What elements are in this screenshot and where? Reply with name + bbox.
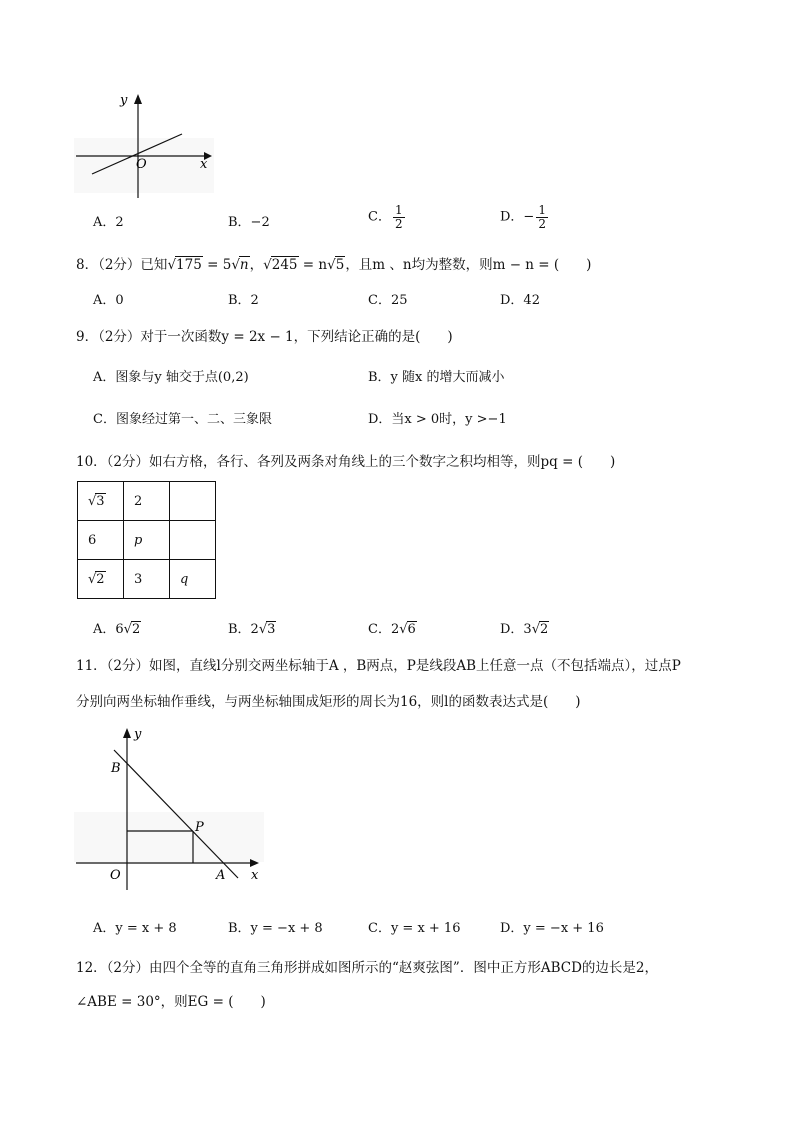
q9-option-a: A．图象与y 轴交于点(0,2)	[93, 370, 249, 385]
radicand: 2	[131, 622, 141, 637]
q8-prefix: 8．（2分）已知	[76, 257, 168, 273]
radicand: 5	[335, 257, 345, 273]
q10-option-b	[228, 618, 276, 637]
grid-cell: 2	[124, 482, 170, 521]
y-axis-label: y	[120, 93, 128, 108]
q8-option-b: B．2	[228, 293, 259, 308]
q11-option-a: A．y = x + 8	[93, 921, 177, 936]
q7-option-c-prefix: C．	[368, 209, 391, 225]
q8-option-d: D．42	[500, 293, 540, 308]
question-9-stem: 9．（2分）对于一次函数y = 2x − 1，下列结论正确的是( )	[76, 329, 453, 345]
denominator: 2	[394, 216, 403, 231]
q11-option-d: D．y = −x + 16	[500, 921, 604, 936]
grid-cell: q	[170, 560, 216, 599]
sqrt-175: √175	[167, 257, 202, 273]
grid-row	[78, 482, 216, 521]
q7-option-c-fraction	[393, 204, 405, 230]
question-12-line-1: 12．（2分）由四个全等的直角三角形拼成如图所示的“赵爽弦图”．图中正方形ABCD的边长是2，	[76, 960, 658, 976]
origin-label: O	[136, 157, 147, 172]
q11-option-c: C．y = x + 16	[368, 921, 461, 936]
q10-option-c	[368, 618, 417, 637]
q7-option-b: B．−2	[228, 215, 270, 230]
point-p-label: P	[195, 820, 204, 835]
q8-eq2: = n	[298, 257, 328, 273]
q7-option-a: A．2	[93, 215, 124, 230]
q9-option-d: D．当x > 0时，y >−1	[368, 412, 507, 427]
coefficient: D．3	[500, 622, 532, 637]
radicand: 3	[267, 622, 276, 637]
radicand: 2	[540, 622, 549, 637]
numerator: 1	[538, 203, 546, 217]
q8-eq1: = 5	[202, 257, 232, 273]
q9-option-c: C．图象经过第一、二、三象限	[93, 412, 272, 427]
question-12-line-2: ∠ABE = 30°，则EG = ( )	[76, 994, 266, 1010]
q10-option-a	[93, 618, 141, 637]
grid-cell	[170, 482, 216, 521]
numerator: 1	[394, 203, 403, 217]
q7-option-d-fraction	[536, 204, 548, 230]
radicand: 245	[271, 257, 298, 273]
grid-cell: p	[124, 521, 170, 560]
point-b-label: B	[111, 761, 121, 776]
sqrt-3: √3	[88, 493, 105, 509]
sqrt-n: √n	[231, 257, 249, 273]
sqrt-2: √2	[88, 571, 105, 587]
q10-option-d	[500, 618, 549, 637]
magic-square-grid	[77, 481, 216, 599]
grid-cell	[170, 521, 216, 560]
grid-cell	[78, 482, 124, 521]
coefficient: B．2	[228, 622, 259, 637]
sqrt-5: √5	[327, 257, 345, 273]
question-11-line-1: 11．（2分）如图，直线l分别交两坐标轴于A ，B两点，P是线段AB上任意一点（不包括端点），过点P	[76, 658, 681, 674]
q7-option-c	[368, 204, 407, 230]
y-axis-arrow	[123, 728, 131, 738]
x-axis-label: x	[251, 868, 259, 883]
sqrt: √2	[531, 622, 549, 637]
grid-row	[78, 560, 216, 599]
point-a-label: A	[216, 868, 226, 883]
radicand: 3	[96, 493, 105, 509]
sqrt-245: √245	[263, 257, 298, 273]
radicand: 6	[407, 622, 416, 637]
q8-option-c: C．25	[368, 293, 408, 308]
radicand: 2	[96, 571, 105, 587]
q8-option-a: A．0	[93, 293, 124, 308]
coefficient: A．6	[93, 622, 124, 637]
grid-row	[78, 521, 216, 560]
y-axis-arrow	[134, 94, 142, 104]
q8-sep: ，	[249, 257, 264, 273]
question-10-stem: 10．（2分）如右方格，各行、各列及两条对角线上的三个数字之积均相等，则pq = ( )	[76, 454, 616, 470]
grid-cell: 3	[124, 560, 170, 599]
sqrt: √6	[399, 622, 416, 637]
sqrt: √2	[123, 622, 141, 637]
grid-cell: 6	[78, 521, 124, 560]
q8-suffix: ，且m 、n均为整数，则m − n = ( )	[345, 257, 592, 273]
denominator: 2	[538, 216, 546, 231]
x-axis-label: x	[200, 157, 208, 172]
q9-option-b: B．y 随x 的增大而减小	[368, 370, 505, 385]
y-axis-label: y	[134, 727, 142, 742]
radicand: 175	[176, 257, 202, 273]
q11-option-b: B．y = −x + 8	[228, 921, 323, 936]
coefficient: C．2	[368, 622, 400, 637]
radicand: n	[239, 257, 249, 273]
origin-label: O	[110, 868, 121, 883]
q11-figure	[70, 722, 270, 892]
question-8-stem	[76, 253, 591, 273]
question-11-line-2: 分别向两坐标轴作垂线，与两坐标轴围成矩形的周长为16，则l的函数表达式是( )	[76, 694, 581, 710]
q7-axis-figure	[70, 88, 220, 200]
q7-option-d	[500, 204, 550, 230]
q7-option-d-prefix: D．−	[500, 209, 535, 225]
grid-cell	[78, 560, 124, 599]
sqrt: √3	[258, 622, 276, 637]
